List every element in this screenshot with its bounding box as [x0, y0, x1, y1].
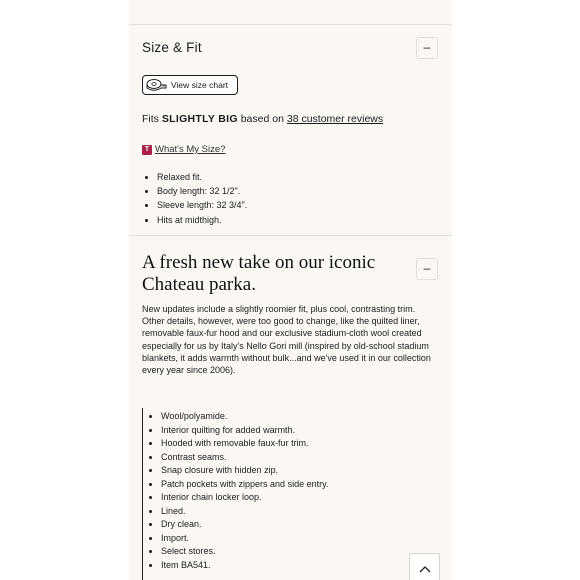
- fit-value: SLIGHTLY BIG: [161, 113, 238, 125]
- list-item: • Contrast seams.: [161, 451, 328, 465]
- true-fit-badge-icon: T: [142, 145, 152, 155]
- fit-summary: [142, 113, 383, 125]
- fits-prefix: Fits: [142, 113, 159, 125]
- whats-my-size-label: What's My Size?: [155, 144, 226, 155]
- list-item: • Wool/polyamide.: [161, 410, 328, 424]
- fits-mid: based on: [240, 113, 284, 125]
- product-details-panel: [129, 0, 452, 580]
- view-size-chart-label: View size chart: [171, 80, 229, 90]
- list-item: • Snap closure with hidden zip.: [161, 464, 328, 478]
- list-item: • Hooded with removable faux-fur trim.: [161, 437, 328, 451]
- divider: [129, 24, 452, 25]
- list-item: • Lined.: [161, 505, 328, 519]
- list-item: • Body length: 32 1/2".: [157, 184, 247, 198]
- list-item: • Select stores.: [161, 545, 328, 559]
- description-collapse-button[interactable]: –: [416, 258, 438, 280]
- list-item: • Interior chain locker loop.: [161, 491, 328, 505]
- list-item: • Hits at midthigh.: [157, 213, 247, 227]
- list-item: • Patch pockets with zippers and side entry.: [161, 478, 328, 492]
- customer-reviews-link[interactable]: 38 customer reviews: [286, 113, 384, 125]
- product-description: New updates include a slightly roomier fit, plus cool, contrasting trim. Other details, however, were too good to change, like the quilted liner, removable faux-fur hood and our exclusive stadium-cloth wool created especially for us by Italy's Nello Gori mill (inspired by old-school stadium blankets, it adds warmth without bulk...and we've used it in our collection every year since 2006).: [142, 304, 431, 376]
- list-item: • Sleeve length: 32 3/4".: [157, 198, 247, 212]
- list-item: • Dry clean.: [161, 518, 328, 532]
- divider: [129, 235, 452, 236]
- list-item: • Interior quilting for added warmth.: [161, 424, 328, 438]
- view-size-chart-button[interactable]: [142, 75, 238, 95]
- measuring-tape-icon: [145, 78, 167, 92]
- chevron-up-icon: [419, 565, 431, 573]
- details-list-container: [142, 408, 432, 580]
- details-list: [161, 410, 328, 573]
- size-fit-heading[interactable]: Size & Fit: [142, 40, 202, 55]
- size-fit-collapse-button[interactable]: –: [416, 37, 438, 59]
- fit-list: [157, 170, 247, 227]
- list-item: • Import.: [161, 532, 328, 546]
- product-headline[interactable]: A fresh new take on our iconic Chateau parka.: [142, 252, 376, 295]
- whats-my-size-link[interactable]: [142, 144, 225, 155]
- list-item: • Relaxed fit.: [157, 170, 247, 184]
- list-item: • Item BA541.: [161, 559, 328, 573]
- scroll-to-top-button[interactable]: [409, 553, 440, 580]
